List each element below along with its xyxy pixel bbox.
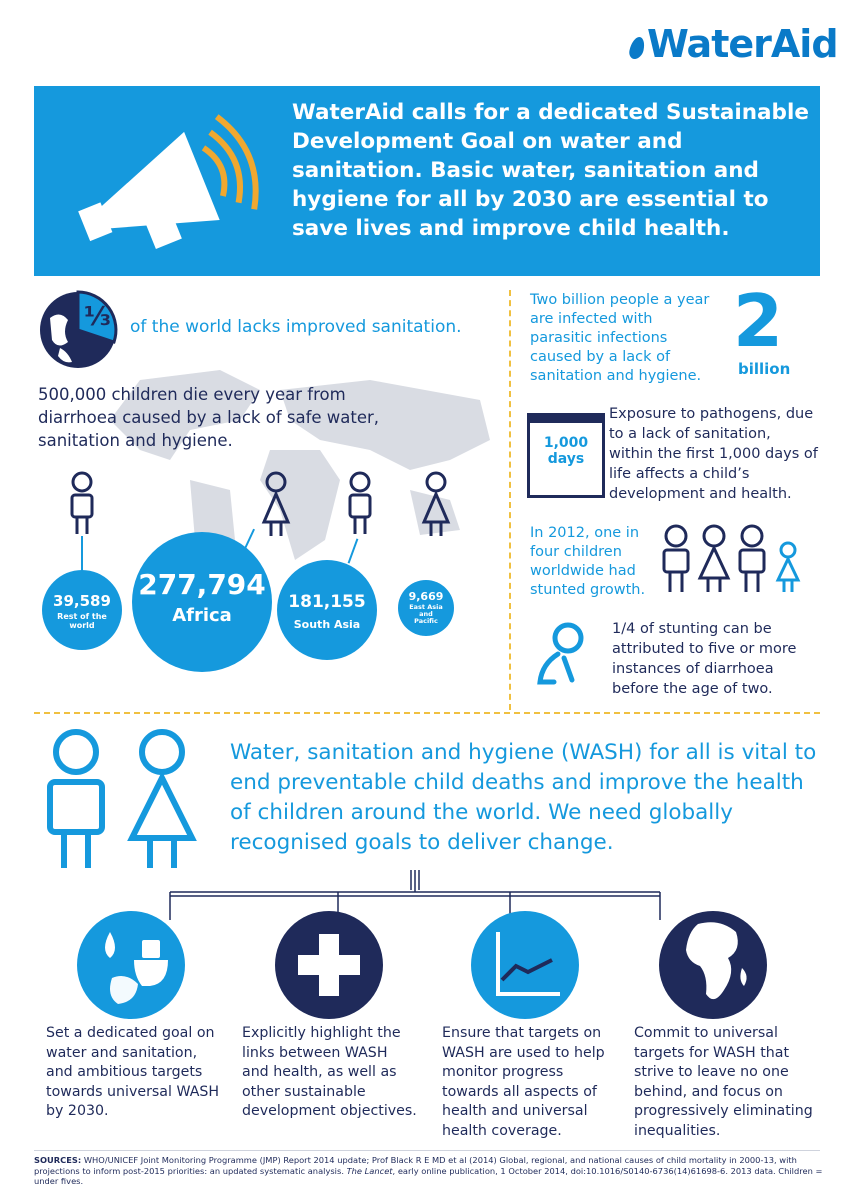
megaphone-icon: [62, 104, 272, 254]
sources-journal: The Lancet: [346, 1165, 393, 1176]
sanitation-fraction: ⅓: [84, 302, 111, 332]
four-children-icon: [658, 524, 808, 596]
wash-statement: Water, sanitation and hygiene (WASH) for all is vital to end preventable child deaths and improve the health of children around the world. We need globally recognised goals to deliver change.: [230, 740, 817, 855]
headline-banner: [34, 86, 820, 276]
banner-headline: WaterAid calls for a dedicated Sustainable Development Goal on water and sanitation. Basic water, sanitation and hygiene for all by 2030 are essential to save lives and improve child health.: [292, 100, 809, 241]
column-divider: [509, 290, 511, 710]
goal-text-4: Commit to universal targets for WASH that strive to leave no one behind, and focus on progressively eliminating inequalities.: [634, 1025, 813, 1139]
parasites-unit: billion: [738, 360, 791, 378]
sources-text: WHO/UNICEF Joint Monitoring Programme (JMP) Report 2014 update; Prof Black R E MD et al (2014) Global, regional, and national causes of child mortality in 2000-13, with projections to inform post-2015 priorities: an updated systematic analysis.: [34, 1155, 797, 1176]
region-label: Rest of the world: [57, 612, 107, 630]
girl-icon-africa: [258, 470, 294, 540]
child-deaths-intro: 500,000 children die every year from diarrhoea caused by a lack of safe water, sanitation and hygiene.: [38, 385, 380, 450]
goal-text-3: Ensure that targets on WASH are used to help monitor progress towards all aspects of health and universal health coverage.: [442, 1025, 605, 1139]
region-value: 181,155: [288, 592, 366, 612]
boy-icon-south-asia: [342, 470, 378, 540]
health-cross-icon: [274, 910, 384, 1020]
sanitation-label: of the world lacks improved sanitation.: [130, 317, 462, 337]
region-value: 277,794: [138, 568, 266, 601]
crawling-child-icon: [528, 620, 598, 692]
region-label: South Asia: [293, 618, 361, 631]
sources-label: SOURCES:: [34, 1155, 82, 1165]
region-label: East Asia and Pacific: [409, 603, 443, 625]
region-circle-africa: [132, 532, 272, 672]
calendar-1000-days-icon: [527, 413, 605, 498]
globe-icon: [658, 910, 768, 1020]
days-unit: days: [547, 451, 585, 467]
stunted-text: In 2012, one in four children worldwide had stunted growth.: [530, 525, 646, 598]
girl-icon-east-asia: [418, 470, 454, 540]
days-value: 1,000: [543, 435, 589, 451]
region-value: 9,669: [408, 590, 444, 603]
region-value: 39,589: [53, 592, 111, 610]
sources-text-2: , early online publication, 1 October 2014, doi:10.1016/S0140-6736(14)61698-6. 2013 data. Children = under fives.: [34, 1165, 823, 1186]
sources-divider: [34, 1150, 820, 1151]
sources-footnote: [34, 1155, 824, 1187]
boy-icon-rest-of-world: [64, 470, 100, 540]
region-circle-rest-of-world: [42, 570, 122, 650]
stunting-cause-text: 1/4 of stunting can be attributed to five or more instances of diarrhoea before the age of two.: [612, 621, 797, 697]
goal-text-1: Set a dedicated goal on water and sanitation, and ambitious targets towards universal WASH by 2030.: [46, 1025, 220, 1119]
boy-girl-icon: [40, 726, 220, 871]
wateraid-logo: [630, 22, 838, 66]
hygiene-icon: [76, 910, 186, 1020]
goal-text-2: Explicitly highlight the links between WASH and health, as well as other sustainable development objectives.: [242, 1025, 417, 1119]
section-divider: [34, 712, 820, 714]
logo-text: WaterAid: [647, 22, 838, 66]
parasites-number: 2: [733, 279, 784, 363]
region-circle-south-asia: [277, 560, 377, 660]
region-label: Africa: [172, 605, 232, 626]
region-circle-east-asia: [398, 580, 454, 636]
progress-chart-icon: [470, 910, 580, 1020]
water-drop-icon: [628, 37, 647, 59]
days-text: Exposure to pathogens, due to a lack of sanitation, within the first 1,000 days of life affects a child’s development and health.: [609, 406, 818, 502]
goals-connector: [100, 870, 750, 920]
parasites-text: Two billion people a year are infected with parasitic infections caused by a lack of sanitation and hygiene.: [530, 292, 710, 384]
